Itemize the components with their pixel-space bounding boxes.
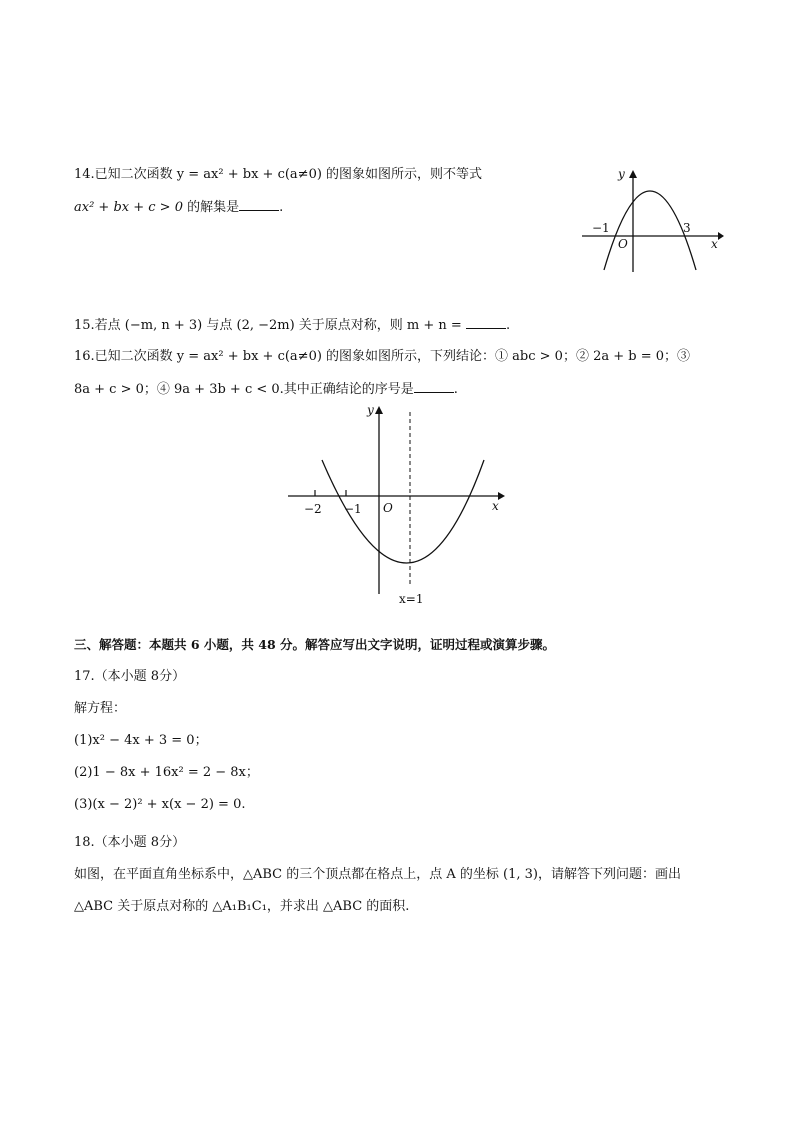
q16-neg-one-label: −1 xyxy=(344,502,362,516)
q16-line2 xyxy=(74,380,458,399)
q18-header: 18.（本小题 8分） xyxy=(74,835,186,850)
q17-part1: (1)x² − 4x + 3 = 0； xyxy=(74,733,208,748)
q16-symmetry-label: x=1 xyxy=(399,592,424,606)
q14-line2-end: . xyxy=(279,200,284,215)
q16-y-label: y xyxy=(367,403,374,417)
q16-y-arrow xyxy=(375,406,383,414)
q16-line1: 16.已知二次函数 y = ax² + bx + c(a≠0) 的图象如图所示，下列结论：① abc > 0；② 2a + b = 0；③ xyxy=(74,349,691,364)
q16-x-label: x xyxy=(492,499,499,513)
q14-line2-text: 的解集是 xyxy=(182,200,240,215)
q15-line xyxy=(74,316,510,335)
q14-inequality: ax² + bx + c > 0 xyxy=(74,200,183,215)
q14-answer-blank[interactable] xyxy=(239,198,279,211)
q17-header: 17.（本小题 8分） xyxy=(74,669,186,684)
q15-answer-blank[interactable] xyxy=(466,316,506,329)
q15-end: . xyxy=(505,318,511,333)
q14-neg-one-label: −1 xyxy=(592,221,610,235)
q18-line1: 如图，在平面直角坐标系中，△ABC 的三个顶点都在格点上，点 A 的坐标 (1, 3)，请解答下列问题：画出 xyxy=(74,867,681,882)
q14-origin-label: O xyxy=(618,237,628,251)
q16-line2-text: 8a + c > 0；④ 9a + 3b + c < 0.其中正确结论的序号是 xyxy=(74,382,414,397)
q16-neg-two-label: −2 xyxy=(304,502,322,516)
q16-graph xyxy=(284,398,524,608)
q14-x-label: x xyxy=(711,237,718,251)
q14-line1: 14.已知二次函数 y = ax² + bx + c(a≠0) 的图象如图所示，则不等式 xyxy=(74,167,483,182)
q16-x-arrow xyxy=(498,492,505,500)
q17-part2: (2)1 − 8x + 16x² = 2 − 8x； xyxy=(74,765,259,780)
section3-heading: 三、解答题：本题共 6 小题，共 48 分。解答应写出文字说明，证明过程或演算步骤。 xyxy=(74,637,556,652)
q14-graph xyxy=(578,162,728,282)
q16-line2-end: . xyxy=(453,382,458,397)
q14-line2 xyxy=(74,198,283,217)
q16-origin-label: O xyxy=(383,501,393,515)
q17-intro: 解方程： xyxy=(74,701,127,716)
q14-y-label: y xyxy=(618,167,625,181)
q18-line2: △ABC 关于原点对称的 △A₁B₁C₁，并求出 △ABC 的面积. xyxy=(74,899,410,914)
q14-y-arrow xyxy=(629,170,637,178)
q14-three-label: 3 xyxy=(683,221,691,235)
q15-text: 15.若点 (−m, n + 3) 与点 (2, −2m) 关于原点对称，则 m + n = xyxy=(74,318,466,333)
q17-part3: (3)(x − 2)² + x(x − 2) = 0. xyxy=(74,797,246,812)
q14-x-arrow xyxy=(718,232,724,240)
q16-answer-blank[interactable] xyxy=(414,380,454,393)
